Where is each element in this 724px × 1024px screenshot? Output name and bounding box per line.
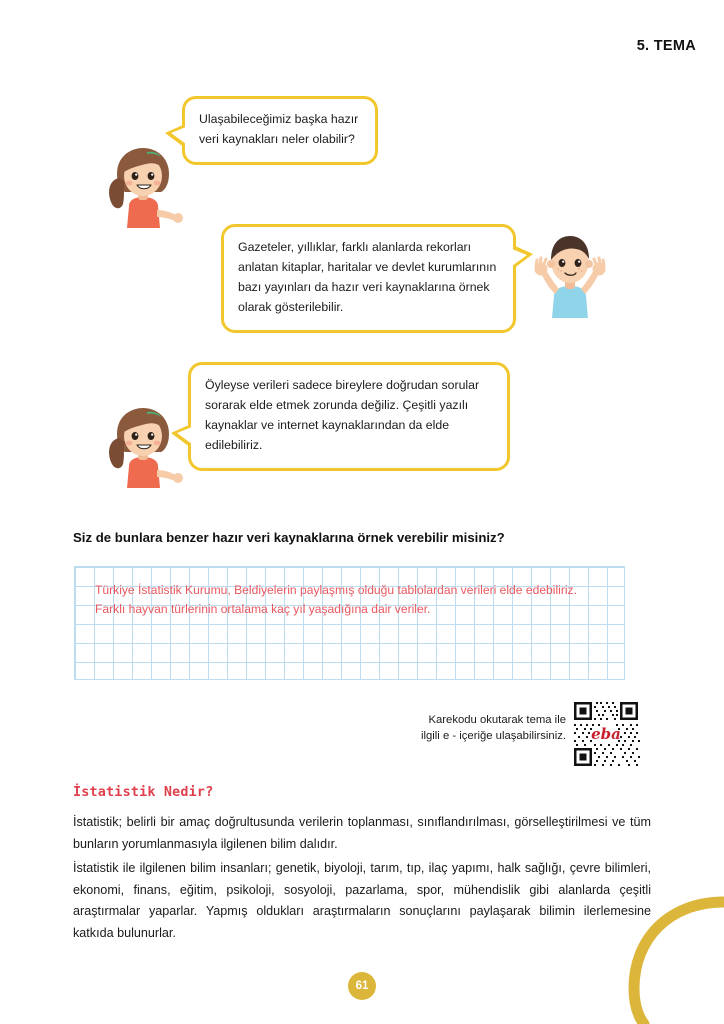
qr-code[interactable] [572,700,640,768]
character-girl-top [103,140,183,228]
section-heading: İstatistik Nedir? [73,785,214,800]
speech-bubble-3-text: Öyleyse verileri sadece bireylere doğrudan sorular sorarak elde etmek zorunda değiliz. Çeşitli yazılı kaynaklar ve internet kaynaklarından da elde edilebiliriz. [205,378,480,452]
speech-bubble-1-text: Ulaşabileceğimiz başka hazır veri kaynakları neler olabilir? [199,112,359,146]
qr-caption [418,712,566,745]
girl-illustration-2 [103,400,183,488]
answer-line-2: Farklı hayvan türlerinin ortalama kaç yıl yaşadığına dair veriler. [95,602,431,616]
answer-line-1: Türkiye İstatistik Kurumu, Beldiyelerin paylaşmış olduğu tablolardan verileri elde edebiliriz. [95,583,577,597]
answer-grid[interactable] [74,566,625,680]
speech-bubble-2 [221,224,516,333]
qr-caption-line-2: ilgili e - içeriğe ulaşabilirsiniz. [420,730,566,743]
bubble-tail-1-inner [171,127,186,144]
activity-question: Siz de bunlara benzer hazır veri kaynaklarına örnek verebilir misiniz? [73,530,505,545]
eba-logo-text: eba [591,725,621,743]
answer-lines [95,581,625,619]
qr-code-icon [572,700,640,768]
speech-bubble-1 [182,96,378,165]
body-paragraph-1: İstatistik; belirli bir amaç doğrultusunda verilerin toplanması, sınıflandırılması, görselleştirilmesi ve tüm bunların yorumlanmasıyla ilgilenen bilim dalıdır. [73,815,651,851]
bubble-tail-2-inner [512,249,527,266]
character-boy [528,228,612,318]
qr-block [418,700,640,768]
qr-caption-line-1: Karekodu okutarak tema ile [428,714,566,726]
boy-illustration [528,228,612,318]
speech-bubble-3 [188,362,510,471]
speech-bubble-2-text: Gazeteler, yıllıklar, farklı alanlarda rekorları anlatan kitaplar, haritalar ve devlet kurumlarının bazı yayınları da hazır veri kaynaklarına örnek olarak gösterilebilir. [238,240,497,314]
body-paragraph-2: İstatistik ile ilgilenen bilim insanları; genetik, biyoloji, tarım, tıp, ilaç yapımı, halk sağlığı, çevre bilimleri, ekonomi, finans, eğitim, psikoloji, sosyoloji, pazarlama, spor, mühendislik gibi alanlarda çeşitli araştırmalar yaparlar. Yapmış oldukları araştırmaların sonuçlarını paylaşarak bilimin ilerlemesine katkıda bulunurlar. [73,861,651,940]
page-number-badge: 61 [348,972,376,1000]
theme-header-label: 5. TEMA [636,38,696,54]
character-girl-bottom [103,400,183,488]
girl-illustration [103,140,183,228]
